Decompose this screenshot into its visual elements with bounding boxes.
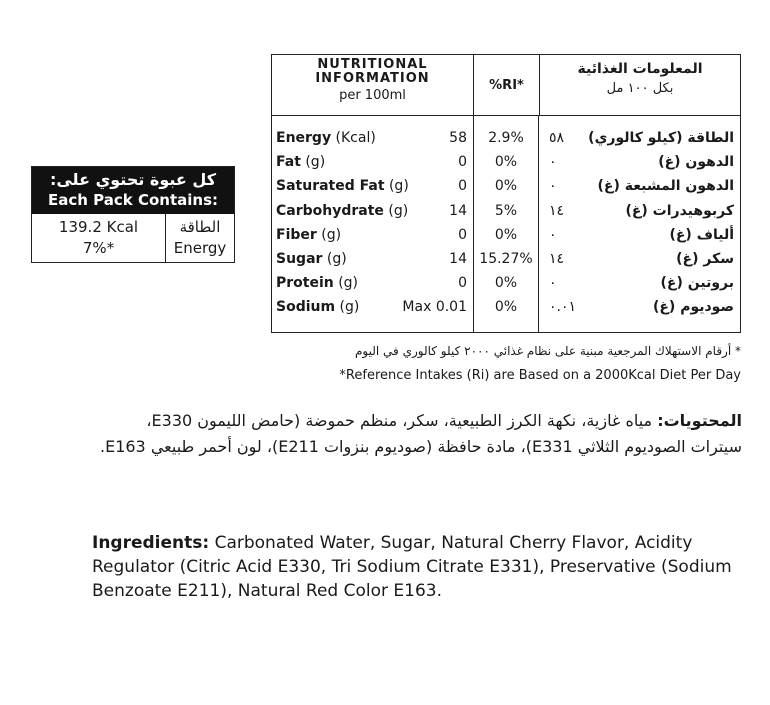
nutrient-name-ar: ألياف (غ) <box>669 226 734 243</box>
nutrient-value: 0 <box>458 154 467 171</box>
ingredients-text-ar: مياه غازية، نكهة الكرز الطبيعية، سكر، منظم حموضة (حامض الليمون E330، سيترات الصوديوم الثلاثي E331)، مادة حافظة (صوديوم بنزوات E211)، لون أحمر طبيعي E163. <box>99 411 742 456</box>
nutrient-name-ar: كربوهيدرات (غ) <box>625 202 734 219</box>
table-row-ar <box>539 247 740 271</box>
column-ar <box>539 116 740 333</box>
ri-value: 5% <box>494 202 518 219</box>
nutrient-name: Energy <box>276 130 332 146</box>
header-en <box>272 55 474 115</box>
header-en-title-1: NUTRITIONAL <box>317 57 428 72</box>
table-row <box>272 174 473 198</box>
nutrient-value-ar: ٠.٠١ <box>549 299 577 316</box>
ingredients-label-en: Ingredients: <box>92 533 210 553</box>
nutrient-name: Fat <box>276 154 301 171</box>
ri-value: 0% <box>494 154 518 171</box>
table-row-ar <box>539 199 740 223</box>
table-row <box>272 150 473 174</box>
table-row <box>272 295 473 319</box>
ri-value: 0% <box>494 275 518 292</box>
table-row-ar <box>539 295 740 319</box>
nutrient-name-ar: الطاقة (كيلو كالوري) <box>588 130 734 146</box>
table-row-ar <box>539 223 740 247</box>
nutrient-value-ar: ٠ <box>549 275 557 292</box>
nutrient-name: Carbohydrate <box>276 202 384 219</box>
header-en-sub: per 100ml <box>339 88 406 103</box>
nutrient-value-ar: ٠ <box>549 226 557 243</box>
nutrient-name-ar: بروتين (غ) <box>660 275 734 292</box>
nutrient-unit: (g) <box>384 178 409 195</box>
nutrient-unit: (g) <box>383 202 409 219</box>
header-ar <box>540 55 740 115</box>
nutrient-value: 58 <box>449 130 467 146</box>
nutrient-name-ar: صوديوم (غ) <box>652 299 734 316</box>
nutrition-table-body <box>272 116 740 333</box>
each-pack-body <box>32 214 234 262</box>
nutrition-table-header <box>272 55 740 116</box>
each-pack-header <box>32 167 234 214</box>
table-row-ar <box>539 126 740 150</box>
nutrient-value: 0 <box>458 275 467 292</box>
ri-value: 0% <box>494 299 518 316</box>
footnote-en: *Reference Intakes (Ri) are Based on a 2000Kcal Diet Per Day <box>339 368 741 383</box>
nutrient-name-ar: الدهون (غ) <box>658 154 734 171</box>
ingredients-ar <box>92 408 742 460</box>
nutrient-name: Protein <box>276 275 334 292</box>
nutrient-value: 0 <box>458 226 467 243</box>
each-pack-label-ar: الطاقة <box>179 218 221 236</box>
table-row-ar <box>539 271 740 295</box>
nutrition-table <box>271 54 741 333</box>
nutrient-name: Fiber <box>276 226 317 243</box>
nutrient-unit: (Kcal) <box>331 130 376 146</box>
table-row-ar <box>539 174 740 198</box>
table-row <box>272 223 473 247</box>
table-row <box>272 126 473 150</box>
nutrient-value-ar: ١٤ <box>549 250 565 267</box>
ri-value: 0% <box>494 226 518 243</box>
nutrient-unit: (g) <box>300 154 326 171</box>
nutrient-value: 14 <box>449 202 467 219</box>
header-ar-title: المعلومات الغذائية <box>577 61 703 77</box>
each-pack-box <box>31 166 235 263</box>
each-pack-label-en: Energy <box>173 239 227 257</box>
nutrient-value-ar: ١٤ <box>549 202 565 219</box>
footnote-ar: * أرقام الاستهلاك المرجعية مبنية على نظام غذائي ٢٠٠٠ كيلو كالوري في اليوم <box>354 344 741 358</box>
nutrient-value: 14 <box>449 250 467 267</box>
ingredients-label-ar: المحتويات: <box>657 411 742 430</box>
nutrient-unit: (g) <box>322 250 347 267</box>
nutrient-value: 0 <box>458 178 467 195</box>
each-pack-kcal: 139.2 Kcal <box>58 218 139 236</box>
each-pack-title-ar: كل عبوة تحتوي على: <box>49 170 217 189</box>
nutrient-unit: (g) <box>335 299 360 316</box>
ri-value: 0% <box>494 178 518 195</box>
column-ri <box>474 116 539 333</box>
nutrient-unit: (g) <box>333 275 359 292</box>
nutrient-name: Saturated Fat <box>276 178 385 195</box>
header-ri: %RI* <box>474 55 540 115</box>
header-en-title-2: INFORMATION <box>315 71 430 86</box>
nutrient-name: Sugar <box>276 250 323 267</box>
each-pack-ri: 7%* <box>82 239 115 257</box>
nutrient-value: Max 0.01 <box>402 299 467 316</box>
column-en <box>272 116 474 333</box>
nutrient-unit: (g) <box>316 226 342 243</box>
each-pack-labels <box>166 214 234 262</box>
nutrient-name-ar: الدهون المشبعة (غ) <box>597 178 734 195</box>
nutrient-name: Sodium <box>276 299 336 316</box>
ingredients-text-en: Carbonated Water, Sugar, Natural Cherry Flavor, Acidity Regulator (Citric Acid E330, Tri Sodium Citrate E331), Preservative (Sodium Benzoate E211), Natural Red Color E163. <box>92 533 732 601</box>
table-row <box>272 199 473 223</box>
each-pack-values <box>32 214 166 262</box>
ri-value: 15.27% <box>479 250 533 267</box>
nutrient-name-ar: سكر (غ) <box>676 250 734 267</box>
each-pack-title-en: Each Pack Contains: <box>48 191 218 209</box>
nutrient-value-ar: ٠ <box>549 154 557 171</box>
ingredients-en <box>92 531 742 603</box>
nutrient-value-ar: ٠ <box>549 178 557 195</box>
table-row <box>272 271 473 295</box>
table-row-ar <box>539 150 740 174</box>
ri-value: 2.9% <box>488 130 524 146</box>
header-ar-sub: بكل ١٠٠ مل <box>606 81 674 96</box>
table-row <box>272 247 473 271</box>
nutrient-value-ar: ٥٨ <box>549 130 565 146</box>
